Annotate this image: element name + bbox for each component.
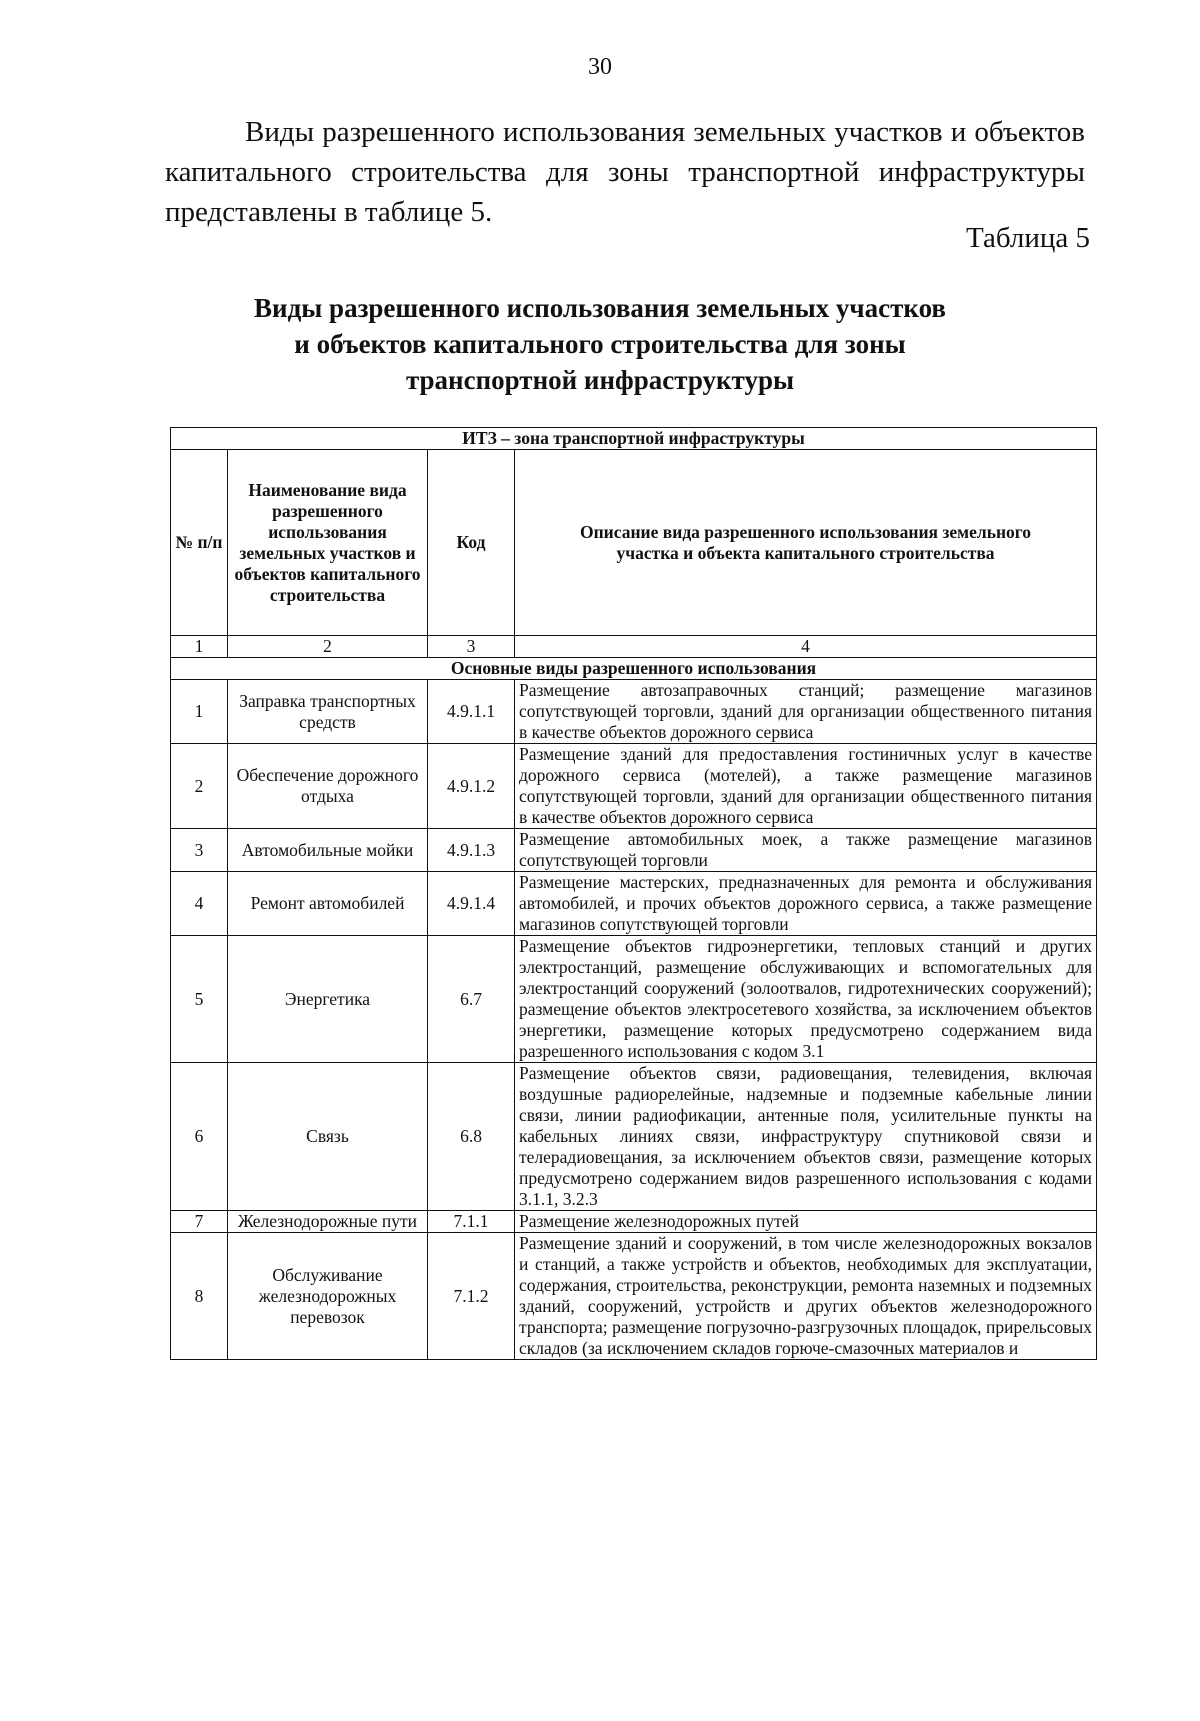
table-row <box>171 829 1097 872</box>
header-code: Код <box>428 450 515 636</box>
land-use-table <box>170 427 1097 1360</box>
row-name: Обеспечение дорожного отдыха <box>228 744 428 829</box>
column-number: 4 <box>515 636 1097 658</box>
row-code: 4.9.1.4 <box>428 872 515 936</box>
row-description: Размещение железнодорожных путей <box>515 1211 1097 1233</box>
row-description: Размещение мастерских, предназначенных для ремонта и обслуживания автомобилей, и прочих объектов дорожного сервиса, а также размещение магазинов сопутствующей торговли <box>515 872 1097 936</box>
zone-header: ИТЗ – зона транспортной инфраструктуры <box>171 428 1097 450</box>
table-title-line: транспортной инфраструктуры <box>405 365 795 395</box>
column-header-row <box>171 450 1097 636</box>
row-description: Размещение объектов связи, радиовещания, телевидения, включая воздушные радиорелейные, надземные и подземные кабельные линии связи, линии радиофикации, антенные поля, усилительные пункты на кабельных линиях связи, инфраструктуру спутниковой связи и телерадиовещания, за исключением объектов связи, размещение которых предусмотрено содержанием видов разрешенного использования с кодами 3.1.1, 3.2.3 <box>515 1063 1097 1211</box>
row-name: Автомобильные мойки <box>228 829 428 872</box>
row-num: 2 <box>171 744 228 829</box>
table-row <box>171 1211 1097 1233</box>
row-code: 4.9.1.1 <box>428 680 515 744</box>
intro-paragraph: Виды разрешенного использования земельных участков и объектов капитального строительства для зоны транспортной инфраструктуры представлены в таблице 5. <box>165 116 1085 228</box>
row-code: 6.8 <box>428 1063 515 1211</box>
row-num: 3 <box>171 829 228 872</box>
table-title-line: Виды разрешенного использования земельных участков <box>254 293 946 323</box>
row-num: 5 <box>171 936 228 1063</box>
table-title-line: и объектов капитального строительства для зоны <box>294 329 906 359</box>
header-name: Наименование вида разрешенного использования земельных участков и объектов капитального строительства <box>228 450 428 636</box>
page-number: 30 <box>588 54 612 80</box>
row-name: Ремонт автомобилей <box>228 872 428 936</box>
row-code: 4.9.1.2 <box>428 744 515 829</box>
table-row <box>171 1063 1097 1211</box>
table-row <box>171 744 1097 829</box>
row-code: 7.1.2 <box>428 1233 515 1360</box>
header-description: Описание вида разрешенного использования земельного участка и объекта капитального строительства <box>515 450 1097 636</box>
row-num: 4 <box>171 872 228 936</box>
row-num: 8 <box>171 1233 228 1360</box>
column-number: 1 <box>171 636 228 658</box>
row-num: 1 <box>171 680 228 744</box>
column-number: 2 <box>228 636 428 658</box>
section-row <box>171 658 1097 680</box>
table-row <box>171 680 1097 744</box>
zone-header-row <box>171 428 1097 450</box>
row-description: Размещение зданий для предоставления гостиничных услуг в качестве дорожного сервиса (мотелей), а также размещение магазинов сопутствующей торговли, зданий для организации общественного питания в качестве объектов дорожного сервиса <box>515 744 1097 829</box>
row-name: Обслуживание железнодорожных перевозок <box>228 1233 428 1360</box>
row-num: 7 <box>171 1211 228 1233</box>
row-code: 4.9.1.3 <box>428 829 515 872</box>
table-row <box>171 936 1097 1063</box>
row-description: Размещение автозаправочных станций; размещение магазинов сопутствующей торговли, зданий для организации общественного питания в качестве объектов дорожного сервиса <box>515 680 1097 744</box>
header-num: № п/п <box>171 450 228 636</box>
row-num: 6 <box>171 1063 228 1211</box>
row-name: Связь <box>228 1063 428 1211</box>
table-row <box>171 872 1097 936</box>
column-number-row <box>171 636 1097 658</box>
table-label: Таблица 5 <box>965 222 1090 254</box>
table-title <box>0 290 1200 398</box>
row-code: 6.7 <box>428 936 515 1063</box>
row-description: Размещение объектов гидроэнергетики, тепловых станций и других электростанций, размещение обслуживающих и вспомогательных для электростанций сооружений (золоотвалов, гидротехнических сооружений); размещение объектов электросетевого хозяйства, за исключением объектов энергетики, размещение которых предусмотрено содержанием вида разрешенного использования с кодом 3.1 <box>515 936 1097 1063</box>
row-name: Железнодорожные пути <box>228 1211 428 1233</box>
row-code: 7.1.1 <box>428 1211 515 1233</box>
section-title: Основные виды разрешенного использования <box>171 658 1097 680</box>
row-name: Заправка транспортных средств <box>228 680 428 744</box>
table-row <box>171 1233 1097 1360</box>
row-name: Энергетика <box>228 936 428 1063</box>
row-description: Размещение зданий и сооружений, в том числе железнодорожных вокзалов и станций, а также устройств и объектов, необходимых для эксплуатации, содержания, строительства, реконструкции, ремонта наземных и подземных зданий, сооружений, устройств и других объектов железнодорожного транспорта; размещение погрузочно-разгрузочных площадок, прирельсовых складов (за исключением складов горюче-смазочных материалов и <box>515 1233 1097 1360</box>
row-description: Размещение автомобильных моек, а также размещение магазинов сопутствующей торговли <box>515 829 1097 872</box>
column-number: 3 <box>428 636 515 658</box>
